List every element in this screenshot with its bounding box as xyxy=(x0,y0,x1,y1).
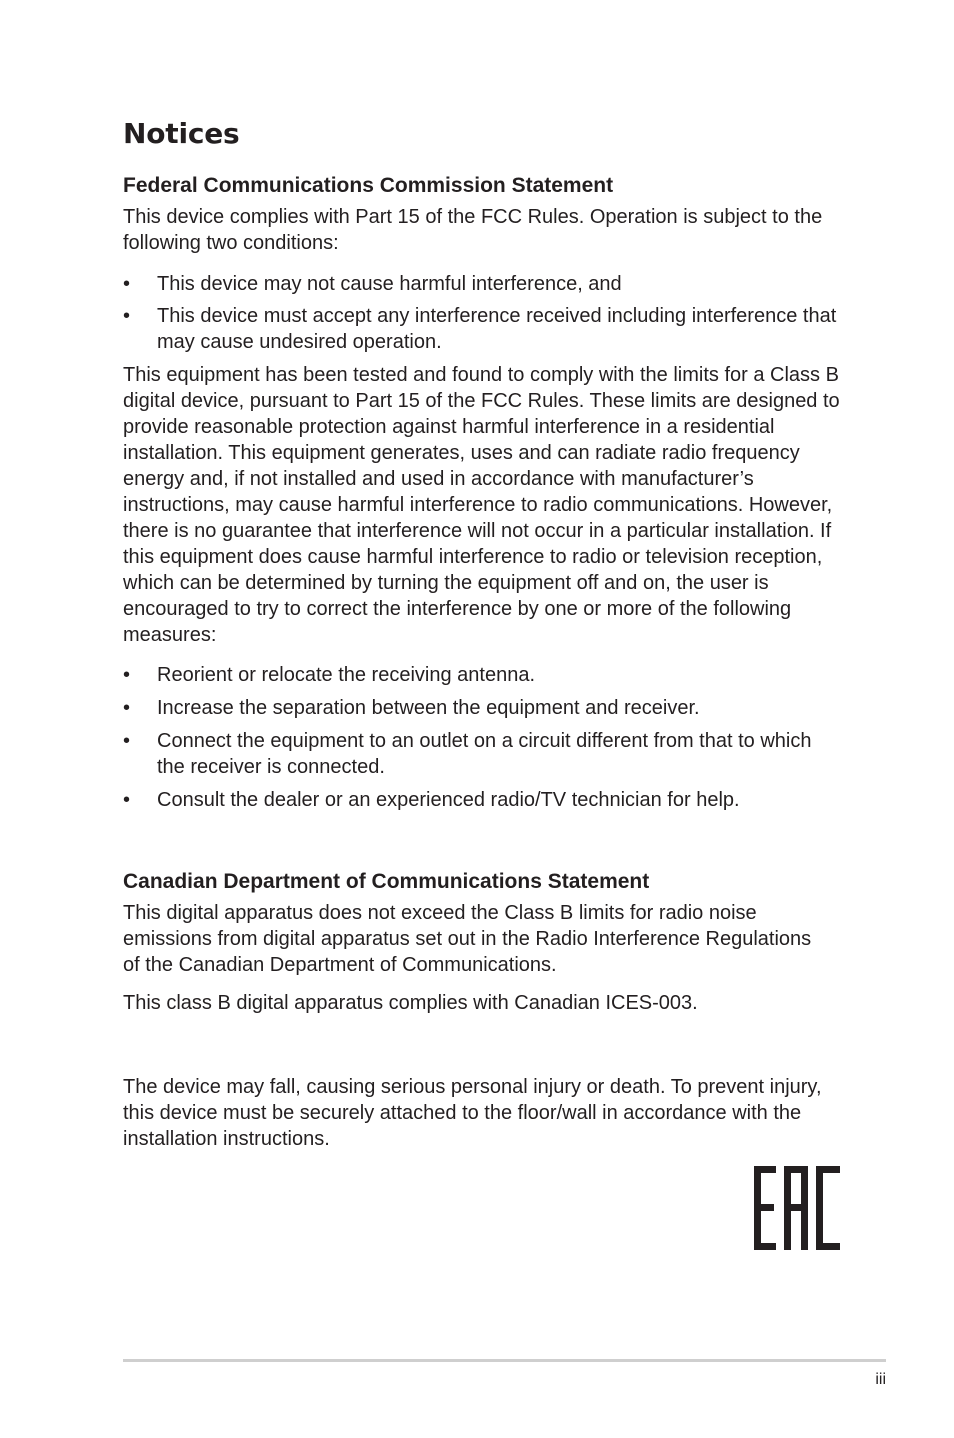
list-item: • Increase the separation between the equipment and receiver. xyxy=(123,695,843,721)
warning-section xyxy=(123,1074,843,1152)
list-item: • Connect the equipment to an outlet on a circuit different from that to which the receiver is connected. xyxy=(123,728,843,780)
footer-divider xyxy=(123,1359,886,1362)
page-number: iii xyxy=(875,1371,886,1388)
fcc-conditions-list xyxy=(123,271,843,355)
eac-conformity-mark-icon xyxy=(754,1166,840,1250)
fcc-body-paragraph: This equipment has been tested and found to comply with the limits for a Class B digital device, pursuant to Part 15 of the FCC Rules. These limits are designed to provide reasonable protection against harmful interference in a residential installation. This equipment generates, uses and can radiate radio frequency energy and, if not installed and used in accordance with manufacturer’s instructions, may cause harmful interference to radio communications. However, there is no guarantee that interference will not occur in a particular installation. If this equipment does cause harmful interference to radio or television reception, which can be determined by turning the equipment off and on, the user is encouraged to try to correct the interference by one or more of the following measures: xyxy=(123,364,840,646)
fcc-heading: Federal Communications Commission Statement xyxy=(123,174,614,197)
page-title: Notices xyxy=(123,117,240,150)
warning-paragraph: The device may fall, causing serious personal injury or death. To prevent injury, this device must be securely attached to the floor/wall in accordance with the installation instructions. xyxy=(123,1076,822,1150)
canada-section xyxy=(123,867,843,1016)
list-item: • Reorient or relocate the receiving antenna. xyxy=(123,662,843,688)
canada-heading: Canadian Department of Communications Statement xyxy=(123,870,650,893)
list-item: • This device may not cause harmful interference, and xyxy=(123,271,843,297)
list-item: • Consult the dealer or an experienced radio/TV technician for help. xyxy=(123,787,843,813)
list-item: • This device must accept any interference received including interference that may cause undesired operation. xyxy=(123,303,843,355)
canada-paragraph-2: This class B digital apparatus complies with Canadian ICES-003. xyxy=(123,992,698,1014)
fcc-measures-list xyxy=(123,662,843,813)
fcc-section xyxy=(123,171,843,813)
fcc-intro-paragraph: This device complies with Part 15 of the FCC Rules. Operation is subject to the following two conditions: xyxy=(123,206,823,254)
canada-paragraph-1: This digital apparatus does not exceed the Class B limits for radio noise emissions from digital apparatus set out in the Radio Interference Regulations of the Canadian Department of Communications. xyxy=(123,902,812,976)
